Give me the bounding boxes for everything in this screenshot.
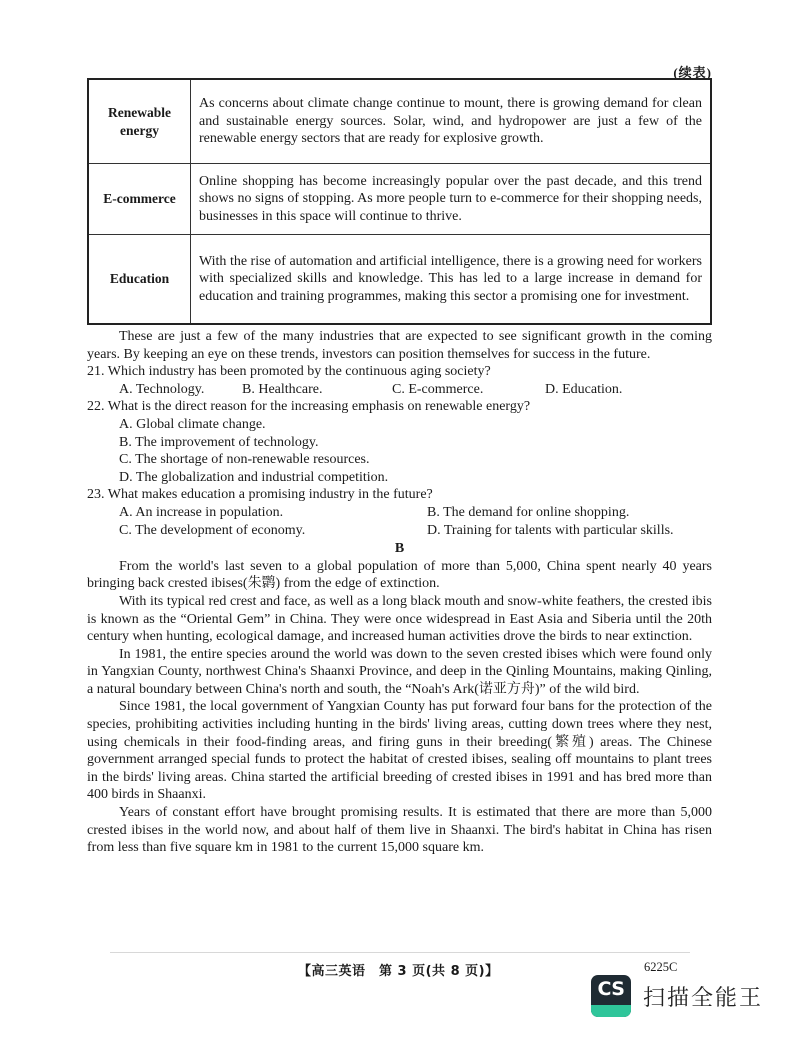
industry-description: As concerns about climate change continue to mount, there is growing demand for clean and sustainable energy sources. Solar, wind, and hydropower are just a few of the renewable energy sectors that are ready for explosive growth. (191, 79, 712, 164)
industry-label: Education (88, 235, 191, 325)
footer-divider (110, 952, 690, 953)
option-c: C. E-commerce. (392, 381, 484, 397)
passage-b-paragraph: Years of constant effort have brought promising results. It is estimated that there are more than 5,000 crested ibises in the world now, and about half of them live in Shaanxi. The bird's habitat in China has risen from less than five square km in 1981 to the current 15,000 square km. (87, 805, 712, 856)
passage-b-paragraph: With its typical red crest and face, as well as a long black mouth and snow-white feathers, the crested ibis is known as the “Oriental Gem” in China. They were once widespread in East Asia and Siberia until the 20th century when hunting, ecological damage, and increased human activities drove the birds to near extinction. (87, 593, 712, 645)
scanner-app-name: 扫描全能王 (643, 985, 764, 1011)
option-d: D. The globalization and industrial competition. (119, 469, 389, 485)
industry-description: With the rise of automation and artificial intelligence, there is a growing need for workers with specialized skills and knowledge. This has led to a large increase in demand for education and training programmes, making this sector a promising one for investment. (191, 235, 712, 325)
question-21-stem: 21. Which industry has been promoted by the continuous aging society? (87, 364, 491, 380)
passage-conclusion: These are just a few of the many industries that are expected to see significant growth in the coming years. By keeping an eye on these trends, investors can position themselves for success in the future. (87, 329, 712, 362)
question-23-stem: 23. What makes education a promising industry in the future? (87, 487, 433, 503)
question-23-options-row1 (87, 504, 712, 522)
option-a: A. Global climate change. (119, 416, 266, 432)
industry-label (88, 79, 191, 164)
camscanner-logo-icon (591, 975, 631, 1017)
section-heading: B (394, 541, 405, 557)
logo-text: CS (597, 978, 625, 1000)
question-22-stem: 22. What is the direct reason for the increasing emphasis on renewable energy? (87, 399, 531, 415)
passage-b-paragraph: From the world's last seven to a global population of more than 5,000, China spent nearly 40 years bringing back crested ibises(朱鹮) from the edge of extinction. (87, 558, 712, 592)
industry-label-line: Renewable (108, 105, 171, 120)
industry-label: E-commerce (88, 164, 191, 235)
industry-description: Online shopping has become increasingly popular over the past decade, and this trend shows no signs of stopping. As more people turn to e-commerce for their shopping needs, businesses in this space will continue to thrive. (191, 164, 712, 235)
table-row (88, 164, 711, 235)
option-b: B. Healthcare. (242, 381, 323, 397)
question-section (87, 328, 712, 857)
industry-label-line: energy (120, 122, 159, 138)
question-23-options-row2 (87, 522, 712, 540)
table-row (88, 79, 711, 164)
industry-table (87, 78, 712, 325)
continued-table-label: (续表) (673, 65, 712, 80)
option-b: B. The improvement of technology. (119, 434, 319, 450)
option-a: A. An increase in population. (119, 504, 284, 520)
option-a: A. Technology. (119, 381, 205, 397)
option-c: C. The development of economy. (119, 522, 306, 538)
option-b: B. The demand for online shopping. (427, 504, 630, 520)
logo-accent-band (591, 1005, 631, 1017)
table-row (88, 235, 711, 325)
option-d: D. Education. (545, 381, 623, 397)
passage-b-paragraph: Since 1981, the local government of Yangxian County has put forward four bans for the protection of the species, prohibiting activities including hunting in the birds' living areas, cutting down trees where they nest, using chemicals in their food-finding areas, and firing guns in their breeding(繁殖) areas. The Chinese government arranged special funds to protect the habitat of crested ibises, sealing off mountains to plant trees in the birds' living areas. China started the artificial breeding of crested ibises in 1991 and has bred more than 400 birds in Shaanxi. (87, 699, 712, 803)
question-21-options (87, 381, 712, 399)
option-c: C. The shortage of non-renewable resources. (119, 452, 370, 468)
passage-b-paragraph: In 1981, the entire species around the world was down to the seven crested ibises which were found only in Yangxian County, northwest China's Shaanxi Province, and deep in the Qinling Mountains, making Qinling, a natural boundary between China's north and south, the “Noah's Ark(诺亚方舟)” of the wild bird. (87, 646, 712, 697)
scanner-watermark (591, 975, 763, 1017)
option-d: D. Training for talents with particular skills. (427, 522, 674, 538)
exam-code: 6225C (644, 960, 678, 974)
page-number-label: 【高三英语 第 3 页(共 8 页)】 (298, 964, 499, 979)
